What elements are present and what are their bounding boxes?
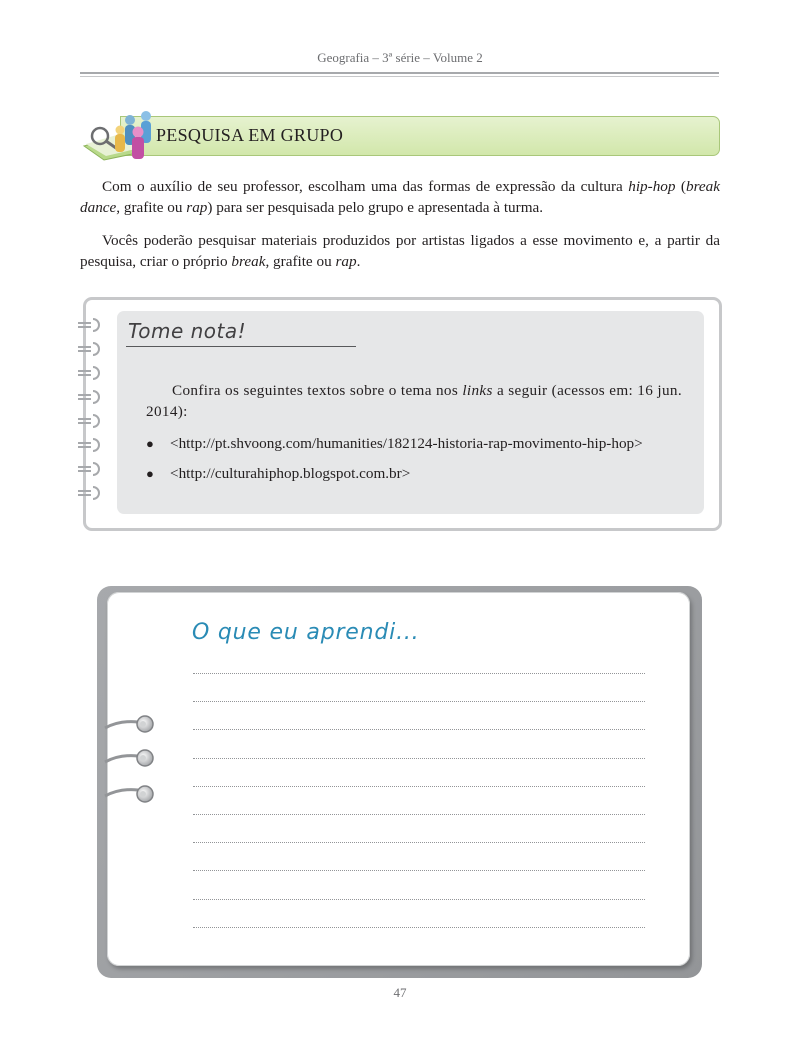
- p2-italic-break: break: [231, 253, 266, 270]
- writing-line[interactable]: [193, 870, 645, 871]
- p1-italic-rap: rap: [186, 199, 208, 216]
- writing-line[interactable]: [193, 842, 645, 843]
- p1-italic-break-dance: break dance: [80, 178, 721, 216]
- note-text-2: a seguir (acessos em: 16 jun. 2014):: [146, 382, 682, 420]
- spiral-binding-icon: [78, 316, 108, 512]
- link-item[interactable]: [146, 433, 643, 454]
- writing-line[interactable]: [193, 927, 645, 928]
- running-header: Geografia – 3ª série – Volume 2: [317, 50, 483, 65]
- writing-line[interactable]: [193, 701, 645, 702]
- paragraph-2: [80, 230, 720, 272]
- section-title: PESQUISA EM GRUPO: [156, 125, 344, 145]
- note-title: Tome nota!: [128, 319, 247, 343]
- link-url[interactable]: <http://culturahiphop.blogspot.com.br>: [170, 465, 411, 482]
- page-number: 47: [393, 985, 407, 1000]
- note-text-1: Confira os seguintes textos sobre o tema nos: [172, 382, 463, 399]
- link-url[interactable]: <http://pt.shvoong.com/humanities/182124-historia-rap-movimento-hip-hop>: [170, 435, 643, 452]
- bullet-icon: ●: [146, 436, 154, 451]
- header-rule-thick: [80, 72, 719, 74]
- header-rule-thin: [80, 76, 719, 77]
- p1-text-1: Com o auxílio de seu professor, escolham uma das formas de expressão da cultura: [102, 178, 629, 195]
- learned-title: O que eu aprendi...: [192, 620, 420, 645]
- writing-line[interactable]: [193, 758, 645, 759]
- writing-line[interactable]: [193, 814, 645, 815]
- p2-text-3: .: [356, 253, 361, 270]
- p2-italic-rap: rap: [335, 253, 357, 270]
- writing-line[interactable]: [193, 899, 645, 900]
- p1-text-4: ) para ser pesquisada pelo grupo e apresentada à turma.: [207, 199, 544, 216]
- bullet-icon: ●: [146, 466, 154, 481]
- binder-rings-icon: [100, 708, 160, 808]
- p2-text-2: , grafite ou: [265, 253, 336, 270]
- note-italic-links: links: [462, 382, 493, 399]
- note-title-rule: [126, 346, 356, 347]
- learned-box-card: [107, 592, 690, 966]
- p1-italic-hip-hop: hip-hop: [628, 178, 676, 195]
- p2-text-1: Vocês poderão pesquisar materiais produzidos por artistas ligados a esse movimento e, a partir da pesquisa, criar o próprio: [80, 232, 720, 270]
- paragraph-1: [80, 176, 720, 218]
- p1-text-3: , grafite ou: [116, 199, 187, 216]
- p1-text-2: (: [675, 178, 686, 195]
- group-research-icon: [80, 106, 164, 162]
- writing-line[interactable]: [193, 729, 645, 730]
- writing-line[interactable]: [193, 673, 645, 674]
- writing-line[interactable]: [193, 786, 645, 787]
- note-text: [146, 380, 682, 422]
- link-item[interactable]: [146, 463, 410, 484]
